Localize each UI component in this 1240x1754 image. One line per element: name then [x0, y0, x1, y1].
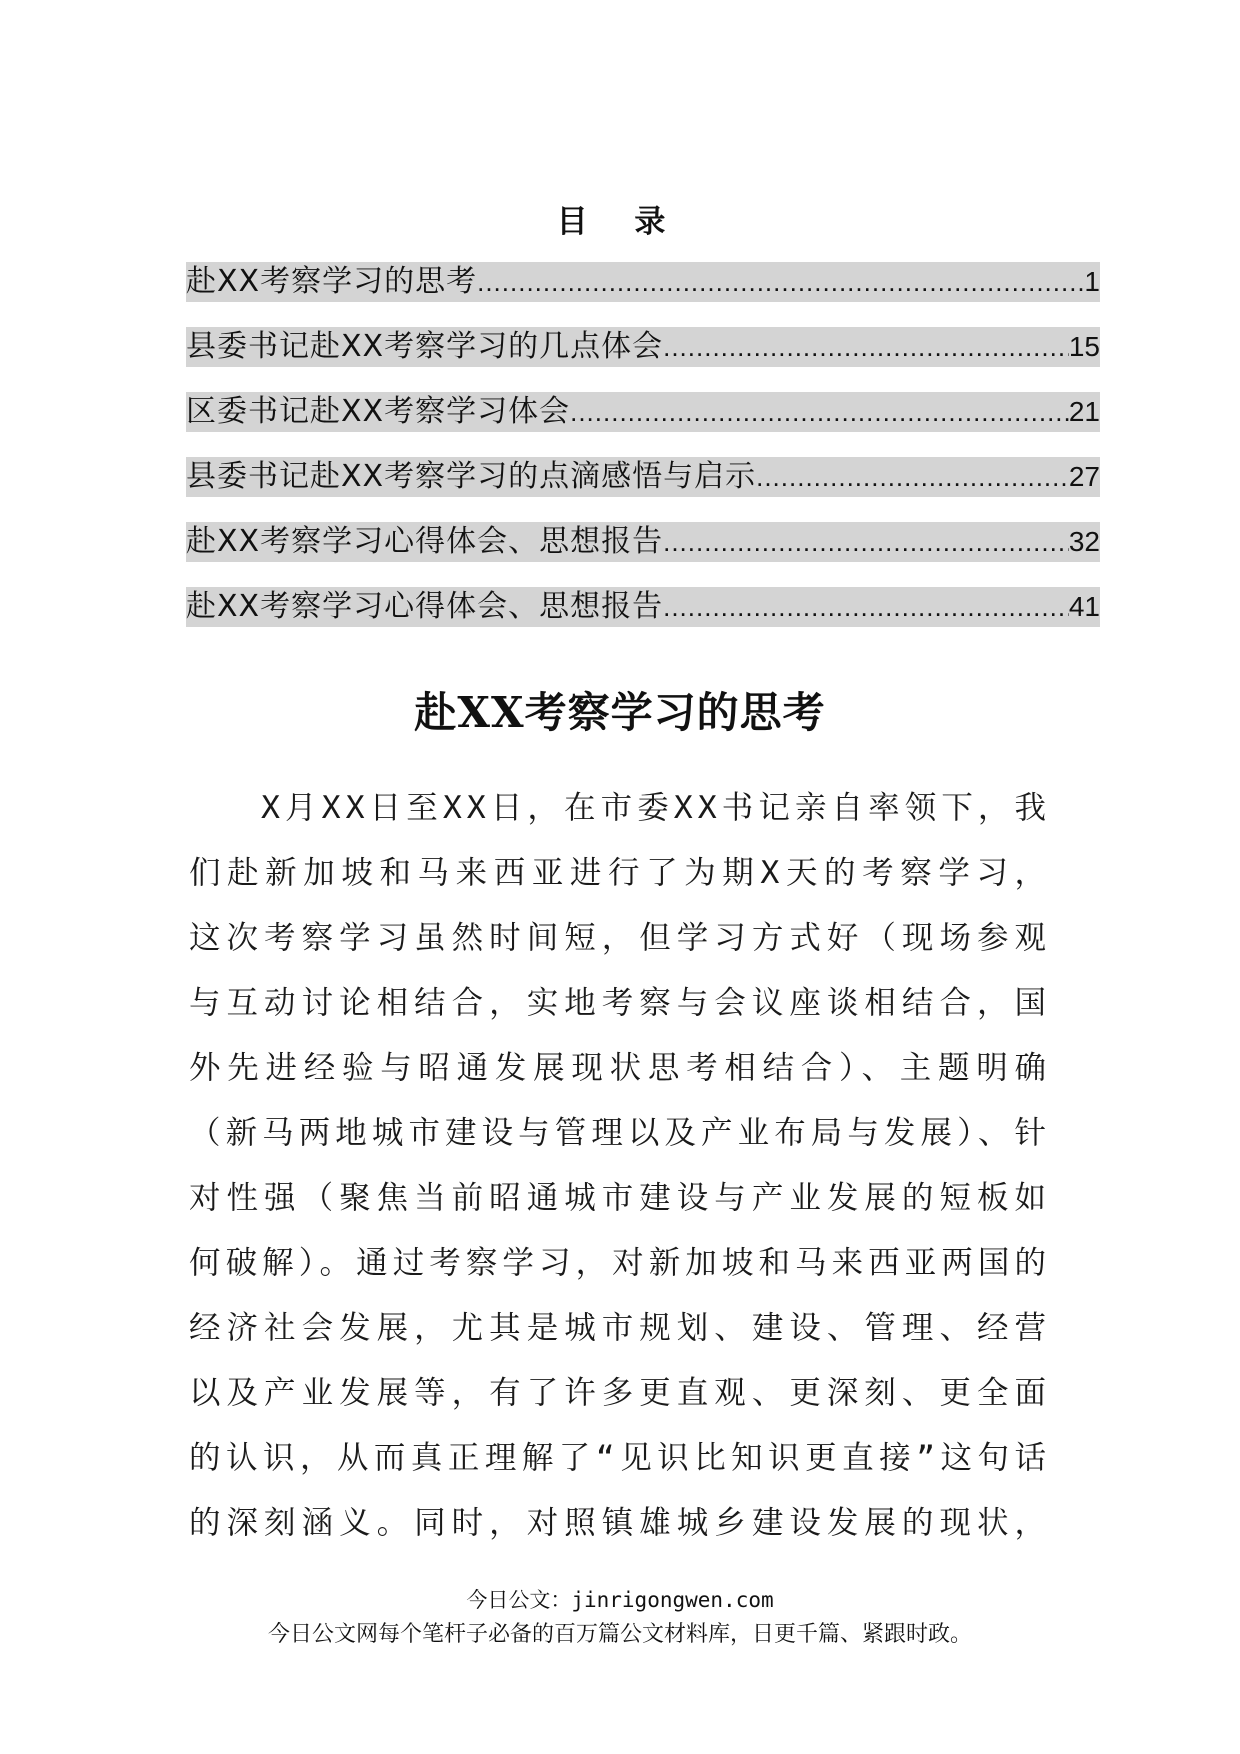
- toc-entry-page: 32: [1068, 526, 1100, 557]
- toc-entry-page: 15: [1068, 331, 1100, 362]
- toc-entry-title: 县委书记赴XX考察学习的几点体会: [186, 329, 664, 364]
- footer-site-line: [0, 1584, 1240, 1614]
- toc-entry[interactable]: [186, 262, 1100, 302]
- toc-entry-page: 27: [1068, 461, 1100, 492]
- toc-dot-leader: [663, 587, 1069, 627]
- toc-dot-leader: [477, 262, 1084, 302]
- toc-entry[interactable]: [186, 587, 1100, 627]
- toc-title: 目 录: [556, 204, 684, 240]
- toc-entry-page: 21: [1068, 396, 1100, 427]
- toc-entry[interactable]: [186, 327, 1100, 367]
- toc-dot-leader: [663, 522, 1069, 562]
- toc-dot-leader: [570, 392, 1069, 432]
- toc-entry-title: 赴XX考察学习心得体会、思想报告: [186, 524, 664, 559]
- toc-entry[interactable]: [186, 392, 1100, 432]
- footer-site-label: 今日公文：: [466, 1588, 572, 1612]
- toc-entry-title: 赴XX考察学习心得体会、思想报告: [186, 589, 664, 624]
- toc-entry-page: 1: [1084, 266, 1100, 297]
- toc-entry-title: 赴XX考察学习的思考: [186, 264, 478, 299]
- table-of-contents: [186, 262, 1100, 652]
- toc-dot-leader: [756, 457, 1069, 497]
- toc-entry[interactable]: [186, 522, 1100, 562]
- footer-slogan: 今日公文网每个笔杆子必备的百万篇公文材料库，日更千篇、紧跟时政。: [267, 1622, 972, 1647]
- article-paragraph: X月XX日至XX日，在市委XX书记亲自率领下，我们赴新加坡和马来西亚进行了为期X天的考察学习，这次考察学习虽然时间短，但学习方式好（现场参观与互动讨论相结合，实地考察与会议座谈相结合，国外先进经验与昭通发展现状思考相结合）、主题明确（新马两地城市建设与管理以及产业布局与发展）、针对性强（聚焦当前昭通城市建设与产业发展的短板如何破解）。通过考察学习，对新加坡和马来西亚两国的经济社会发展，尤其是城市规划、建设、管理、经营以及产业发展等，有了许多更直观、更深刻、更全面的认识，从而真正理解了“见识比知识更直接”这句话的深刻涵义。同时，对照镇雄城乡建设发展的现状，: [189, 790, 1051, 1541]
- toc-entry[interactable]: [186, 457, 1100, 497]
- footer-site-link[interactable]: jinrigongwen.com: [571, 1588, 774, 1612]
- toc-entry-title: 县委书记赴XX考察学习的点滴感悟与启示: [186, 459, 757, 494]
- toc-entry-page: 41: [1068, 591, 1100, 622]
- toc-dot-leader: [663, 327, 1069, 367]
- toc-entry-title: 区委书记赴XX考察学习体会: [186, 394, 571, 429]
- article-title: 赴XX考察学习的思考: [414, 688, 826, 737]
